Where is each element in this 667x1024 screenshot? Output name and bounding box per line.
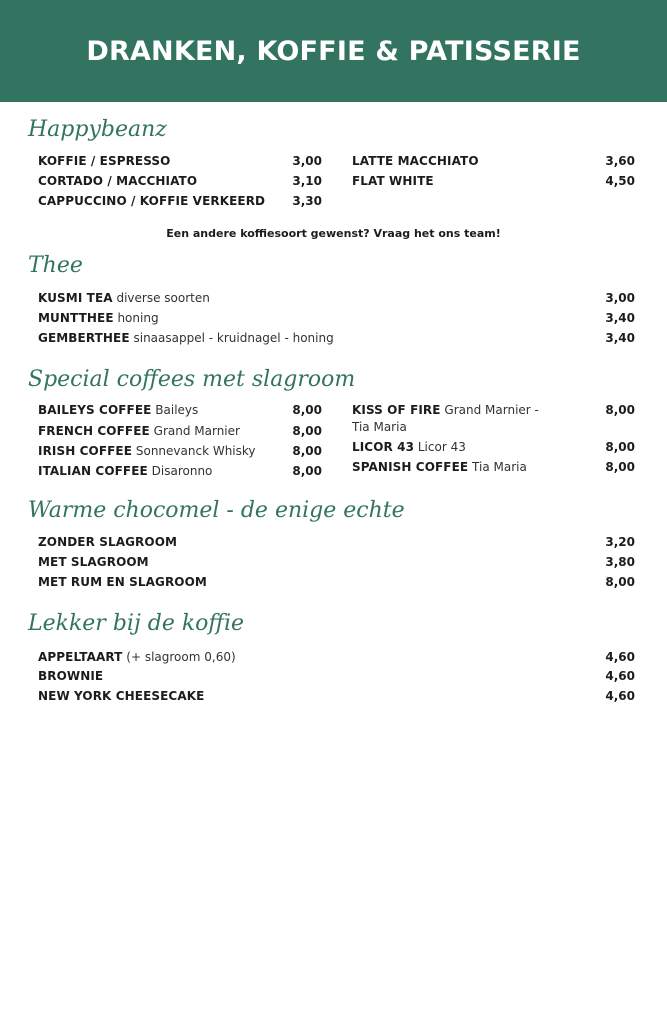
item-price: 3,00 (605, 291, 635, 305)
menu-item (352, 151, 635, 171)
item-name: MET RUM EN SLAGROOM (38, 575, 207, 589)
page-header (0, 0, 667, 102)
item-name: KUSMI TEA (38, 291, 113, 305)
item-description: (+ slagroom 0,60) (126, 650, 236, 664)
item-name: GEMBERTHEE (38, 331, 130, 345)
item-name: BAILEYS COFFEE (38, 403, 152, 417)
menu-item (352, 457, 635, 477)
item-description: Licor 43 (417, 440, 466, 454)
item-price: 8,00 (605, 460, 635, 474)
item-price: 8,00 (605, 403, 635, 417)
menu-item (38, 191, 322, 211)
menu-item (38, 647, 635, 667)
item-price: 3,40 (605, 331, 635, 345)
menu-item (352, 171, 635, 191)
item-price: 8,00 (292, 403, 322, 417)
item-name: LICOR 43 (352, 440, 415, 454)
section-title-lekker: Lekker bij de koffie (28, 611, 245, 636)
menu-item (352, 437, 635, 457)
item-name: FRENCH COFFEE (38, 424, 150, 438)
menu-item (38, 421, 322, 441)
menu-item (38, 666, 635, 686)
item-name: IRISH COFFEE (38, 444, 133, 458)
menu-item (38, 328, 635, 348)
menu-item (38, 552, 635, 572)
menu-item (38, 461, 322, 481)
item-description: Baileys (155, 403, 199, 417)
item-price: 8,00 (292, 464, 322, 478)
item-price: 3,60 (605, 154, 635, 168)
item-price: 3,10 (292, 174, 322, 188)
item-price: 8,00 (605, 575, 635, 589)
item-price: 3,80 (605, 555, 635, 569)
item-price: 4,60 (605, 669, 635, 683)
item-price: 8,00 (605, 440, 635, 454)
item-name: KISS OF FIRE (352, 403, 441, 417)
item-price: 3,30 (292, 194, 322, 208)
item-description: Grand Marnier - (444, 403, 539, 417)
item-name: KOFFIE / ESPRESSO (38, 154, 171, 168)
item-description: diverse soorten (116, 291, 210, 305)
menu-item (38, 171, 322, 191)
menu-item (38, 308, 635, 328)
item-name: NEW YORK CHEESECAKE (38, 689, 205, 703)
item-description: Tia Maria (472, 460, 527, 474)
coffee-note: Een andere koffiesoort gewenst? Vraag het ons team! (166, 227, 501, 240)
item-name: MUNTTHEE (38, 311, 114, 325)
item-description: sinaasappel - kruidnagel - honing (133, 331, 334, 345)
item-name: MET SLAGROOM (38, 555, 149, 569)
item-price: 8,00 (292, 424, 322, 438)
item-price: 3,20 (605, 535, 635, 549)
menu-item (38, 686, 635, 706)
item-price: 4,60 (605, 650, 635, 664)
menu-item (38, 441, 322, 461)
menu-item (38, 532, 635, 552)
item-name: FLAT WHITE (352, 174, 434, 188)
item-name: CAPPUCCINO / KOFFIE VERKEERD (38, 194, 266, 208)
section-title-special-coffees: Special coffees met slagroom (28, 367, 356, 392)
item-price: 4,60 (605, 689, 635, 703)
item-price: 4,50 (605, 174, 635, 188)
menu-item (352, 400, 635, 420)
section-title-happybeanz: Happybeanz (28, 117, 167, 142)
page-title: DRANKEN, KOFFIE & PATISSERIE (86, 35, 581, 67)
item-name: LATTE MACCHIATO (352, 154, 479, 168)
item-name: BROWNIE (38, 669, 104, 683)
menu-item (38, 288, 635, 308)
item-description: Grand Marnier (153, 424, 240, 438)
item-description: Sonnevanck Whisky (135, 444, 256, 458)
item-name: ITALIAN COFFEE (38, 464, 148, 478)
item-name: SPANISH COFFEE (352, 460, 469, 474)
item-description: honing (117, 311, 159, 325)
item-name: APPELTAART (38, 650, 123, 664)
item-description: Disaronno (151, 464, 213, 478)
item-name: CORTADO / MACCHIATO (38, 174, 198, 188)
menu-item (38, 400, 322, 420)
item-name: ZONDER SLAGROOM (38, 535, 178, 549)
section-title-chocomel: Warme chocomel - de enige echte (28, 498, 405, 523)
menu-item (38, 151, 322, 171)
item-description-continued: Tia Maria (352, 420, 407, 434)
menu-item (38, 572, 635, 592)
item-price: 8,00 (292, 444, 322, 458)
item-price: 3,40 (605, 311, 635, 325)
item-price: 3,00 (292, 154, 322, 168)
section-title-thee: Thee (28, 253, 83, 278)
